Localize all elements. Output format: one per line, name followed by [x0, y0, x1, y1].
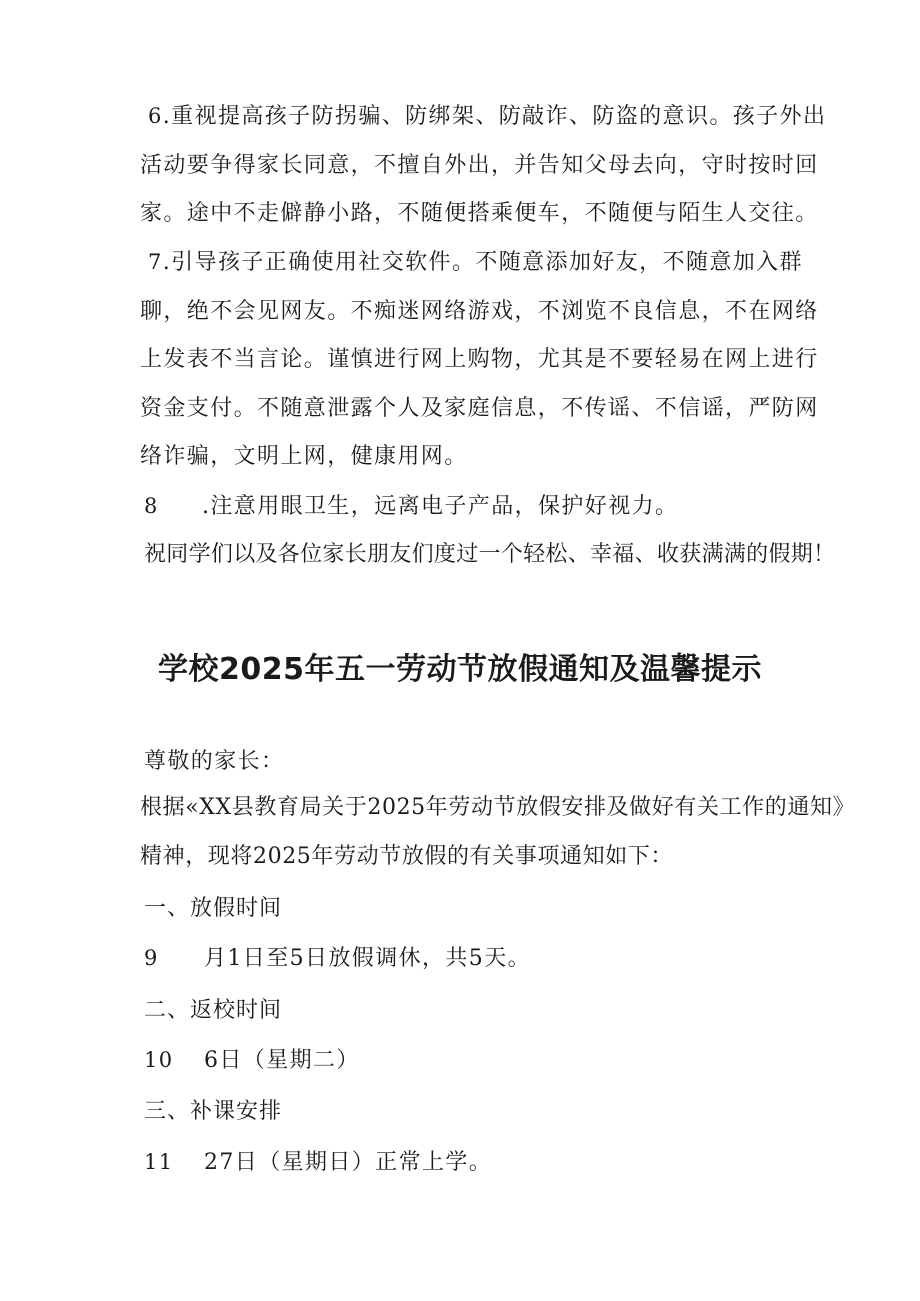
notice-title: 学校2025年五一劳动节放假通知及温馨提示 [158, 652, 762, 687]
section-3-text: 27日（星期日）正常上学。 [204, 1150, 493, 1175]
section-3-line [144, 1147, 492, 1178]
section-1-text: 月1日至5日放假调休，共5天。 [204, 946, 531, 971]
item-8-paragraph [144, 491, 678, 522]
section-2-heading: 二、返校时间 [144, 998, 283, 1023]
section-2-line [144, 1045, 360, 1076]
item-6-text: .重视提高孩子防拐骗、防绑架、防敲诈、防盗的意识。孩子外出活动要争得家长同意，不擅自外出，并告知父母去向，守时按时回家。途中不走僻静小路，不随便搭乘便车，不随便与陌生人交往。 [140, 104, 827, 226]
item-8-text: .注意用眼卫生，远离电子产品，保护好视力。 [202, 494, 679, 519]
section-2-text: 6日（星期二） [204, 1048, 360, 1073]
item-6-paragraph [140, 92, 840, 239]
notice-intro: 根据«XX县教育局关于2025年劳动节放假安排及做好有关工作的通知》精神，现将2025年劳动节放假的有关事项通知如下： [140, 795, 845, 869]
section-3-heading: 三、补课安排 [144, 1099, 283, 1124]
section-1-line [144, 943, 531, 974]
item-6-number: 6 [148, 104, 163, 128]
salutation: 尊敬的家长： [144, 749, 285, 774]
section-1-heading: 一、放假时间 [144, 896, 283, 921]
section-1-number: 9 [144, 946, 159, 970]
section-3-number: 11 [144, 1150, 174, 1174]
item-8-number: 8 [144, 494, 159, 518]
item-7-number: 7 [148, 250, 163, 274]
section-2-number: 10 [144, 1048, 174, 1072]
item-7-paragraph [140, 238, 840, 482]
item-7-text: .引导孩子正确使用社交软件。不随意添加好友，不随意加入群聊，绝不会见网友。不痴迷网络游戏，不浏览不良信息，不在网络上发表不当言论。谨慎进行网上购物，尤其是不要轻易在网上进行资金支付。不随意泄露个人及家庭信息，不传谣、不信谣，严防网络诈骗，文明上网，健康用网。 [140, 250, 819, 469]
closing-wishes: 祝同学们以及各位家长朋友们度过一个轻松、幸福、收获满满的假期！ [144, 542, 836, 567]
